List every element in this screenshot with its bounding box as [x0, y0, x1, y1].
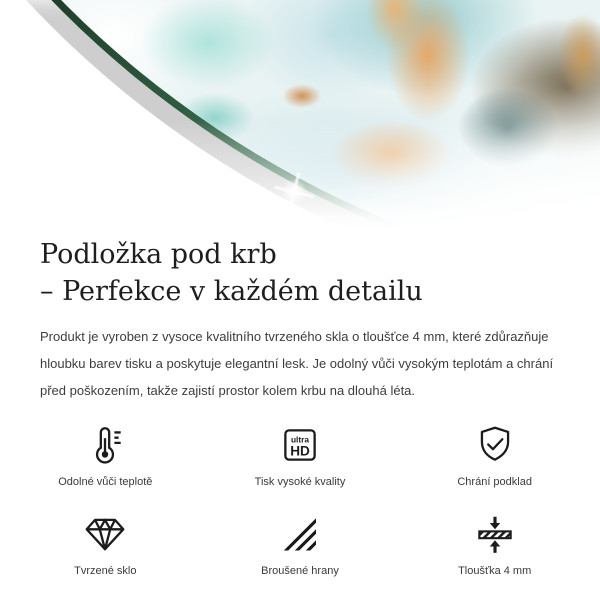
page-title-line2: – Perfekce v každém detailu	[40, 276, 423, 307]
hd-label: HD	[290, 443, 310, 459]
features-grid	[0, 404, 600, 577]
ultra-hd-icon	[277, 421, 323, 469]
feature-print-quality	[203, 421, 398, 488]
feature-tempered-glass	[8, 510, 203, 577]
ultra-label: ultra	[290, 434, 310, 445]
feature-label: Broušené hrany	[261, 565, 339, 577]
feature-polished-edges	[203, 510, 398, 577]
shield-check-icon	[472, 421, 518, 469]
feature-heat-resistant	[8, 421, 203, 488]
feature-label: Tvrzené sklo	[74, 565, 137, 577]
product-description: Produkt je vyroben z vysoce kvalitního tvrzeného skla o tloušťce 4 mm, které zdůrazňuje hloubku barev tisku a poskytuje elegantní lesk. Je odolný vůči vysokým teplotám a chrání před poškozením, takže zajistí prostor kolem krbu na dlouhá léta.	[40, 329, 554, 398]
feature-thickness	[397, 510, 592, 577]
diamond-icon	[82, 510, 128, 558]
product-photo	[0, 0, 600, 230]
product-info-section	[0, 236, 600, 404]
page-title	[40, 236, 560, 310]
thermometer-icon	[82, 421, 128, 469]
feature-label: Odolné vůči teplotě	[58, 476, 153, 488]
thickness-icon	[472, 510, 518, 558]
page-title-line1: Podložka pod krb	[40, 239, 277, 270]
feature-label: Tisk vysoké kvality	[254, 476, 346, 488]
feature-protects-floor	[397, 421, 592, 488]
photo-fade-bottom	[0, 0, 600, 230]
beveled-edge-icon	[283, 510, 316, 558]
feature-label: Chrání podklad	[457, 476, 532, 488]
feature-label: Tloušťka 4 mm	[458, 565, 532, 577]
